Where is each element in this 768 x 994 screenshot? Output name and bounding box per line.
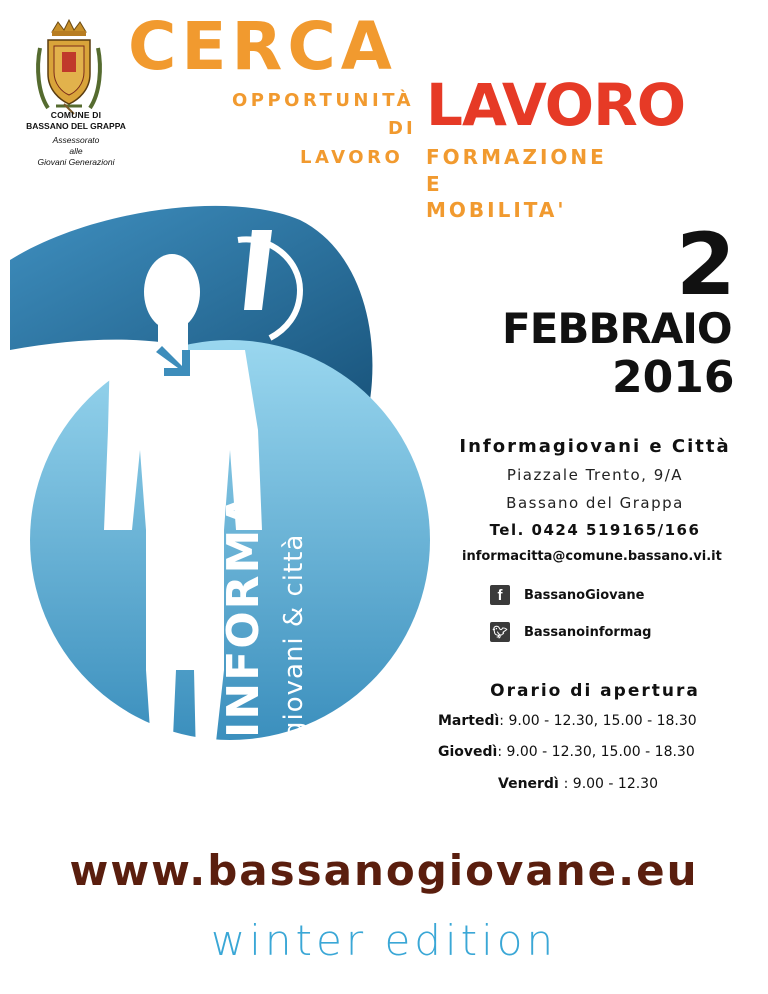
date-day: 2 xyxy=(676,215,736,315)
telephone: Tel. 0424 519165/166 xyxy=(489,521,701,539)
assessorato-line1: Assessorato xyxy=(52,135,100,146)
edition-label: winter edition xyxy=(210,916,558,965)
email-link[interactable]: informacitta@comune.bassano.vi.it xyxy=(462,549,722,564)
orario-row: Giovedì: 9.00 - 12.30, 15.00 - 18.30 xyxy=(438,744,695,760)
title-mobilita: MOBILITA' xyxy=(426,198,567,222)
twitter-icon: 🐦︎ xyxy=(490,622,510,642)
comune-heading xyxy=(16,110,136,167)
orario-hours: 9.00 - 12.30, 15.00 - 18.30 xyxy=(506,744,695,760)
title-e: E xyxy=(426,172,443,196)
address-line2: Bassano del Grappa xyxy=(506,494,684,512)
coat-of-arms-icon xyxy=(34,18,104,118)
facebook-icon: f xyxy=(490,585,510,605)
info-title: Informagiovani e Città xyxy=(459,436,731,457)
address-line1: Piazzale Trento, 9/A xyxy=(506,466,684,484)
comune-line2: BASSANO DEL GRAPPA xyxy=(26,120,126,131)
orario-title: Orario di apertura xyxy=(490,681,700,701)
informagiovani-graphic xyxy=(0,200,440,810)
title-cerca: CERCA xyxy=(128,8,397,85)
date-year: 2016 xyxy=(612,352,735,403)
orario-hours: 9.00 - 12.30, 15.00 - 18.30 xyxy=(508,713,697,729)
title-lavoro-big: LAVORO xyxy=(426,71,686,139)
orario-hours: 9.00 - 12.30 xyxy=(572,776,658,792)
orario-row: Venerdì : 9.00 - 12.30 xyxy=(498,776,658,792)
orario-day: Giovedì xyxy=(438,744,498,760)
title-di: DI xyxy=(388,118,416,139)
title-formazione: FORMAZIONE xyxy=(426,145,607,169)
comune-line1: COMUNE DI xyxy=(50,110,102,120)
date-month: FEBBRAIO xyxy=(502,304,732,353)
twitter-link[interactable] xyxy=(490,621,651,643)
informa-logo-subtext: giovani & città xyxy=(279,533,309,738)
assessorato-line2: alle xyxy=(69,145,83,156)
title-lavoro-small: LAVORO xyxy=(300,147,404,168)
informa-logo-text: INFORMA xyxy=(218,491,269,738)
orario-day: Martedì xyxy=(438,713,500,729)
assessorato-line3: Giovani Generazioni xyxy=(37,156,115,167)
website-link[interactable]: www.bassanogiovane.eu xyxy=(69,846,699,895)
twitter-label: Bassanoinformag xyxy=(524,624,652,640)
title-opportunita: OPPORTUNITÀ xyxy=(232,90,415,111)
facebook-label: BassanoGiovane xyxy=(524,587,645,603)
facebook-link[interactable] xyxy=(490,584,645,606)
orario-day: Venerdì xyxy=(498,776,564,792)
orario-row: Martedì: 9.00 - 12.30, 15.00 - 18.30 xyxy=(438,713,697,729)
